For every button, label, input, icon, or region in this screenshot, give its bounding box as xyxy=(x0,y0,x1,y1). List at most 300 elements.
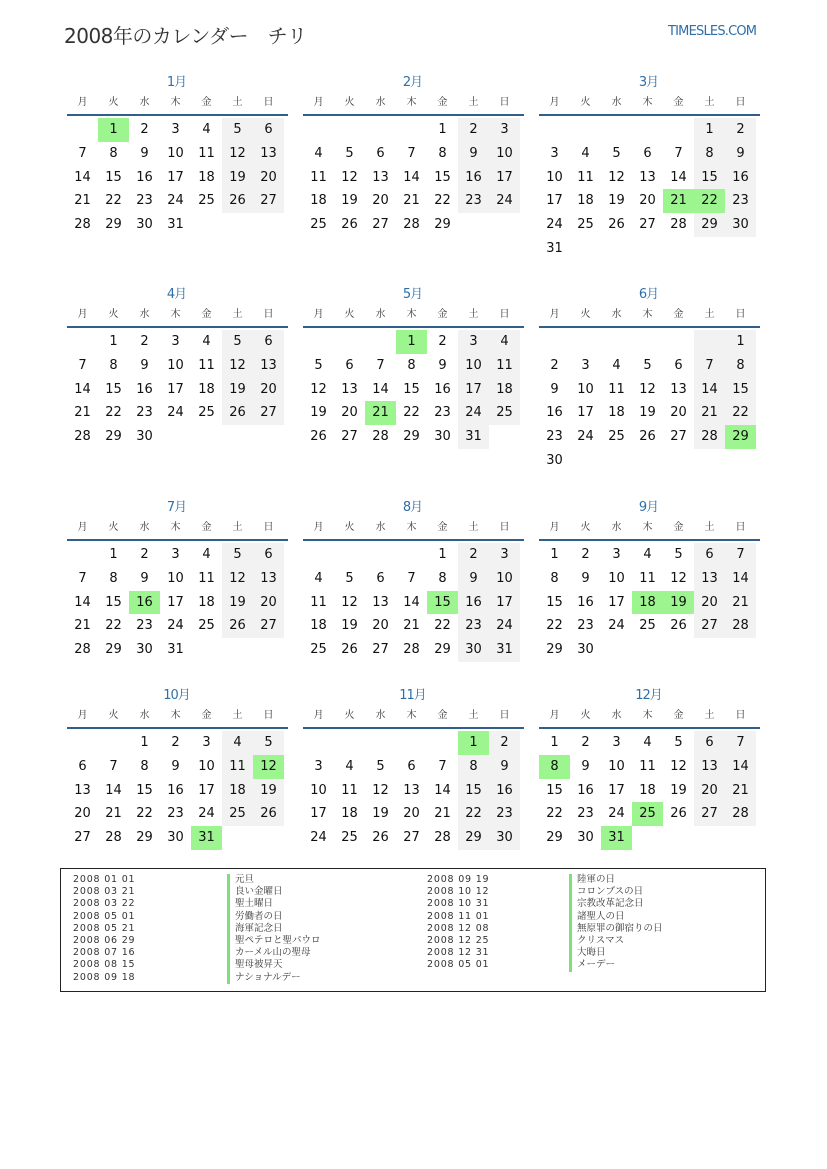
day-cell: 20 xyxy=(694,591,725,615)
day-cell: 15 xyxy=(105,594,122,610)
weekday-label: 木 xyxy=(406,710,417,721)
month-block xyxy=(539,286,760,473)
weekday-label: 金 xyxy=(201,522,212,533)
weekday-label: 水 xyxy=(375,522,386,533)
day-cell: 26 xyxy=(253,802,284,826)
day-cell: 7 xyxy=(78,570,87,586)
day-cell: 8 xyxy=(458,755,489,779)
day-cell: 27 xyxy=(372,217,389,233)
day-cell: 10 xyxy=(489,142,520,166)
day-grid xyxy=(67,543,288,662)
day-cell: 5 xyxy=(674,735,683,750)
empty-cell xyxy=(570,237,601,261)
month-block xyxy=(539,74,760,261)
month-name: 10月 xyxy=(163,688,190,703)
day-cell: 18 xyxy=(222,779,253,803)
weekday-label: 木 xyxy=(406,309,417,320)
day-cell: 19 xyxy=(341,193,358,209)
day-cell: 15 xyxy=(546,594,563,610)
day-cell: 18 xyxy=(608,405,625,421)
day-cell: 9 xyxy=(140,357,149,373)
empty-cell xyxy=(663,237,694,261)
day-cell: 22 xyxy=(434,618,451,634)
day-cell: 24 xyxy=(167,405,184,421)
day-cell: 1 xyxy=(140,735,149,750)
day-cell: 10 xyxy=(167,145,184,161)
day-cell: 15 xyxy=(546,782,563,798)
day-cell: 29 xyxy=(105,217,122,233)
day-cell: 2 xyxy=(458,118,489,142)
weekday-label: 木 xyxy=(642,710,653,721)
weekday-label: 木 xyxy=(170,97,181,108)
empty-cell xyxy=(334,731,365,755)
month-name: 4月 xyxy=(166,287,187,302)
day-cell: 13 xyxy=(372,594,389,610)
day-cell: 16 xyxy=(129,591,160,615)
weekday-label: 金 xyxy=(673,710,684,721)
weekday-label: 木 xyxy=(642,309,653,320)
weekday-label: 土 xyxy=(468,522,479,533)
day-grid xyxy=(303,731,524,850)
day-cell: 11 xyxy=(489,354,520,378)
month-name: 2月 xyxy=(402,75,423,90)
weekday-label: 水 xyxy=(611,522,622,533)
holiday-name: 宗教改革記念日 xyxy=(569,898,644,910)
day-cell: 28 xyxy=(725,802,756,826)
day-cell: 20 xyxy=(74,806,91,822)
day-cell: 19 xyxy=(372,806,389,822)
weekday-label: 水 xyxy=(611,710,622,721)
day-cell: 23 xyxy=(136,193,153,209)
day-cell: 20 xyxy=(253,166,284,190)
holiday-name: 聖土曜日 xyxy=(227,898,273,910)
day-cell: 8 xyxy=(140,758,149,774)
day-cell: 25 xyxy=(608,429,625,445)
day-cell: 10 xyxy=(310,782,327,798)
day-cell: 26 xyxy=(670,806,687,822)
day-cell: 21 xyxy=(74,405,91,421)
holiday-name: 無原罪の御宿りの日 xyxy=(569,923,663,935)
day-cell: 15 xyxy=(458,779,489,803)
day-cell: 7 xyxy=(407,570,416,586)
day-cell: 16 xyxy=(167,782,184,798)
day-cell: 8 xyxy=(550,570,559,586)
weekday-label: 月 xyxy=(549,710,560,721)
holiday-date: 2008 12 08 xyxy=(427,922,490,934)
day-cell: 10 xyxy=(167,570,184,586)
day-cell: 11 xyxy=(341,782,358,798)
day-cell: 25 xyxy=(310,217,327,233)
empty-cell xyxy=(601,118,632,142)
empty-cell xyxy=(222,826,253,850)
weekday-label: 月 xyxy=(313,309,324,320)
empty-cell xyxy=(725,638,756,662)
day-cell: 15 xyxy=(105,381,122,397)
day-cell: 28 xyxy=(670,217,687,233)
day-cell: 20 xyxy=(639,193,656,209)
day-cell: 26 xyxy=(222,401,253,425)
day-cell: 5 xyxy=(345,145,354,161)
weekday-label: 月 xyxy=(77,522,88,533)
day-cell: 2 xyxy=(140,122,149,137)
weekday-label: 火 xyxy=(580,309,591,320)
empty-cell xyxy=(67,118,98,142)
day-cell: 10 xyxy=(198,758,215,774)
weekday-label: 金 xyxy=(201,97,212,108)
day-cell: 29 xyxy=(458,826,489,850)
holiday-date: 2008 12 25 xyxy=(427,935,490,946)
day-grid xyxy=(303,330,524,449)
day-cell: 5 xyxy=(643,357,652,373)
empty-cell xyxy=(539,330,570,354)
month-name: 8月 xyxy=(402,500,423,515)
holiday-name: カーメル山の聖母 xyxy=(227,947,311,959)
empty-cell xyxy=(253,213,284,237)
day-cell: 21 xyxy=(74,618,91,634)
day-cell: 22 xyxy=(458,802,489,826)
day-cell: 18 xyxy=(341,806,358,822)
day-cell: 28 xyxy=(74,429,91,445)
day-cell: 12 xyxy=(608,169,625,185)
day-cell: 6 xyxy=(694,543,725,567)
day-cell: 10 xyxy=(546,169,563,185)
holiday-date: 2008 07 16 xyxy=(73,947,136,959)
day-cell: 12 xyxy=(222,142,253,166)
day-cell: 15 xyxy=(434,169,451,185)
day-cell: 19 xyxy=(663,591,694,615)
day-cell: 4 xyxy=(345,758,354,774)
day-cell: 22 xyxy=(694,189,725,213)
day-cell: 27 xyxy=(694,802,725,826)
day-cell: 3 xyxy=(202,735,211,750)
day-cell: 11 xyxy=(198,357,215,373)
day-cell: 5 xyxy=(222,330,253,354)
day-cell: 17 xyxy=(198,782,215,798)
weekday-header xyxy=(539,92,760,116)
empty-cell xyxy=(570,118,601,142)
day-cell: 11 xyxy=(310,594,327,610)
site-logo-text[interactable]: TIMESLES.COM xyxy=(668,24,757,39)
day-cell: 5 xyxy=(612,145,621,161)
day-cell: 14 xyxy=(725,567,756,591)
day-cell: 26 xyxy=(222,614,253,638)
day-cell: 30 xyxy=(136,429,153,445)
day-cell: 25 xyxy=(341,830,358,846)
day-cell: 11 xyxy=(577,169,594,185)
empty-cell xyxy=(365,543,396,567)
day-cell: 14 xyxy=(670,169,687,185)
day-cell: 23 xyxy=(577,618,594,634)
day-cell: 23 xyxy=(458,189,489,213)
weekday-label: 水 xyxy=(139,97,150,108)
day-cell: 24 xyxy=(608,618,625,634)
month-name: 5月 xyxy=(402,287,423,302)
holiday-date: 2008 05 21 xyxy=(73,922,136,934)
day-cell: 15 xyxy=(403,381,420,397)
weekday-header xyxy=(303,705,524,729)
day-cell: 1 xyxy=(109,547,118,562)
weekday-header xyxy=(303,304,524,328)
empty-cell xyxy=(632,638,663,662)
day-cell: 11 xyxy=(310,169,327,185)
holiday-date: 2008 05 01 xyxy=(427,959,490,971)
day-cell: 13 xyxy=(639,169,656,185)
day-cell: 7 xyxy=(725,731,756,755)
day-cell: 27 xyxy=(341,429,358,445)
day-cell: 8 xyxy=(109,570,118,586)
day-cell: 3 xyxy=(171,547,180,562)
holiday-name: ナショナルデー xyxy=(227,972,301,984)
day-cell: 29 xyxy=(694,213,725,237)
weekday-label: 土 xyxy=(704,710,715,721)
day-cell: 11 xyxy=(639,570,656,586)
day-cell: 18 xyxy=(198,594,215,610)
day-cell: 29 xyxy=(546,830,563,846)
empty-cell xyxy=(191,213,222,237)
day-cell: 14 xyxy=(434,782,451,798)
day-cell: 28 xyxy=(74,642,91,658)
day-cell: 28 xyxy=(725,614,756,638)
empty-cell xyxy=(396,731,427,755)
day-cell: 24 xyxy=(546,217,563,233)
day-cell: 6 xyxy=(407,758,416,774)
empty-cell xyxy=(427,731,458,755)
day-cell: 22 xyxy=(546,806,563,822)
weekday-label: 木 xyxy=(642,97,653,108)
holiday-name: 諸聖人の日 xyxy=(569,911,625,923)
day-cell: 13 xyxy=(253,142,284,166)
day-cell: 17 xyxy=(458,378,489,402)
day-cell: 17 xyxy=(577,405,594,421)
weekday-header xyxy=(539,517,760,541)
empty-cell xyxy=(458,213,489,237)
day-cell: 3 xyxy=(612,735,621,750)
weekday-label: 水 xyxy=(375,710,386,721)
weekday-label: 金 xyxy=(673,522,684,533)
day-cell: 16 xyxy=(577,782,594,798)
day-cell: 30 xyxy=(577,642,594,658)
day-cell: 21 xyxy=(105,806,122,822)
day-cell: 8 xyxy=(438,145,447,161)
day-grid xyxy=(539,330,760,473)
empty-cell xyxy=(303,731,334,755)
empty-cell xyxy=(601,638,632,662)
weekday-label: 金 xyxy=(437,710,448,721)
empty-cell xyxy=(694,826,725,850)
day-cell: 14 xyxy=(105,782,122,798)
weekday-label: 月 xyxy=(77,710,88,721)
weekday-label: 日 xyxy=(735,710,746,721)
day-cell: 16 xyxy=(458,591,489,615)
empty-cell xyxy=(396,543,427,567)
month-name: 9月 xyxy=(638,500,659,515)
day-cell: 11 xyxy=(639,758,656,774)
holiday-name: 大晦日 xyxy=(569,947,606,959)
day-cell: 9 xyxy=(438,357,447,373)
day-grid xyxy=(539,543,760,662)
day-cell: 18 xyxy=(639,782,656,798)
weekday-label: 火 xyxy=(344,710,355,721)
day-cell: 20 xyxy=(670,405,687,421)
day-cell: 6 xyxy=(376,570,385,586)
empty-cell xyxy=(725,449,756,473)
day-cell: 25 xyxy=(198,193,215,209)
day-cell: 25 xyxy=(222,802,253,826)
day-cell: 3 xyxy=(612,547,621,562)
holiday-name: コロンブスの日 xyxy=(569,886,643,898)
empty-cell xyxy=(725,237,756,261)
day-cell: 23 xyxy=(434,405,451,421)
day-cell: 29 xyxy=(434,217,451,233)
day-cell: 25 xyxy=(198,405,215,421)
day-cell: 27 xyxy=(639,217,656,233)
day-cell: 29 xyxy=(105,642,122,658)
day-cell: 21 xyxy=(663,189,694,213)
day-cell: 18 xyxy=(198,381,215,397)
weekday-header xyxy=(67,304,288,328)
day-cell: 26 xyxy=(341,642,358,658)
weekday-label: 土 xyxy=(232,309,243,320)
day-cell: 21 xyxy=(403,193,420,209)
empty-cell xyxy=(67,543,98,567)
day-cell: 31 xyxy=(458,425,489,449)
day-cell: 4 xyxy=(202,547,211,562)
empty-cell xyxy=(601,330,632,354)
day-cell: 24 xyxy=(489,189,520,213)
holiday-date: 2008 08 15 xyxy=(73,959,136,971)
day-cell: 17 xyxy=(167,169,184,185)
day-cell: 22 xyxy=(136,806,153,822)
day-cell: 14 xyxy=(74,381,91,397)
day-cell: 2 xyxy=(550,357,559,373)
day-cell: 9 xyxy=(458,142,489,166)
day-cell: 14 xyxy=(74,169,91,185)
day-cell: 25 xyxy=(632,802,663,826)
day-cell: 22 xyxy=(434,193,451,209)
day-cell: 22 xyxy=(403,405,420,421)
day-cell: 25 xyxy=(639,618,656,634)
weekday-header xyxy=(67,517,288,541)
weekday-label: 月 xyxy=(77,309,88,320)
empty-cell xyxy=(365,731,396,755)
day-cell: 8 xyxy=(539,755,570,779)
day-cell: 29 xyxy=(403,429,420,445)
day-cell: 17 xyxy=(489,166,520,190)
empty-cell xyxy=(663,330,694,354)
day-cell: 21 xyxy=(365,401,396,425)
day-cell: 17 xyxy=(489,591,520,615)
day-cell: 4 xyxy=(314,145,323,161)
day-cell: 2 xyxy=(725,118,756,142)
day-cell: 1 xyxy=(725,330,756,354)
day-cell: 13 xyxy=(372,169,389,185)
day-cell: 4 xyxy=(202,334,211,349)
empty-cell xyxy=(570,449,601,473)
day-cell: 5 xyxy=(253,731,284,755)
day-cell: 12 xyxy=(222,354,253,378)
day-cell: 19 xyxy=(222,591,253,615)
day-cell: 16 xyxy=(577,594,594,610)
weekday-label: 水 xyxy=(139,710,150,721)
empty-cell xyxy=(303,330,334,354)
day-cell: 27 xyxy=(253,614,284,638)
weekday-label: 火 xyxy=(344,97,355,108)
day-cell: 19 xyxy=(639,405,656,421)
day-cell: 5 xyxy=(222,543,253,567)
empty-cell xyxy=(253,638,284,662)
weekday-label: 火 xyxy=(108,97,119,108)
day-cell: 19 xyxy=(310,405,327,421)
empty-cell xyxy=(570,330,601,354)
weekday-label: 日 xyxy=(735,522,746,533)
day-cell: 16 xyxy=(136,381,153,397)
day-grid xyxy=(67,330,288,449)
day-cell: 21 xyxy=(725,591,756,615)
weekday-label: 木 xyxy=(170,309,181,320)
empty-cell xyxy=(601,449,632,473)
day-cell: 26 xyxy=(222,189,253,213)
day-cell: 6 xyxy=(376,145,385,161)
day-cell: 5 xyxy=(222,118,253,142)
day-cell: 1 xyxy=(694,118,725,142)
month-block xyxy=(539,499,760,662)
weekday-label: 木 xyxy=(406,522,417,533)
weekday-header xyxy=(67,92,288,116)
weekday-label: 月 xyxy=(549,97,560,108)
weekday-label: 土 xyxy=(704,309,715,320)
empty-cell xyxy=(663,826,694,850)
day-cell: 18 xyxy=(198,169,215,185)
holiday-date: 2008 10 31 xyxy=(427,898,490,910)
weekday-label: 火 xyxy=(580,97,591,108)
day-cell: 17 xyxy=(167,594,184,610)
day-cell: 12 xyxy=(670,570,687,586)
empty-cell xyxy=(632,826,663,850)
weekday-header xyxy=(303,517,524,541)
day-cell: 12 xyxy=(253,755,284,779)
weekday-header xyxy=(539,304,760,328)
holiday-name: 海軍記念日 xyxy=(227,923,283,935)
holiday-date: 2008 03 22 xyxy=(73,898,136,910)
holiday-name: 聖母被昇天 xyxy=(227,959,283,971)
empty-cell xyxy=(539,118,570,142)
day-cell: 4 xyxy=(222,731,253,755)
empty-cell xyxy=(632,330,663,354)
day-cell: 13 xyxy=(403,782,420,798)
weekday-label: 水 xyxy=(375,97,386,108)
empty-cell xyxy=(601,237,632,261)
empty-cell xyxy=(303,543,334,567)
day-cell: 4 xyxy=(612,357,621,373)
day-cell: 27 xyxy=(670,429,687,445)
weekday-label: 日 xyxy=(499,97,510,108)
day-cell: 25 xyxy=(489,401,520,425)
empty-cell xyxy=(160,425,191,449)
day-cell: 27 xyxy=(403,830,420,846)
day-cell: 18 xyxy=(489,378,520,402)
day-cell: 30 xyxy=(546,452,563,468)
day-cell: 16 xyxy=(434,381,451,397)
empty-cell xyxy=(191,638,222,662)
day-cell: 10 xyxy=(489,567,520,591)
month-name: 3月 xyxy=(638,75,659,90)
weekday-label: 火 xyxy=(580,522,591,533)
empty-cell xyxy=(694,237,725,261)
day-cell: 19 xyxy=(222,378,253,402)
weekday-header xyxy=(303,92,524,116)
month-name: 12月 xyxy=(635,688,662,703)
day-cell: 21 xyxy=(725,779,756,803)
